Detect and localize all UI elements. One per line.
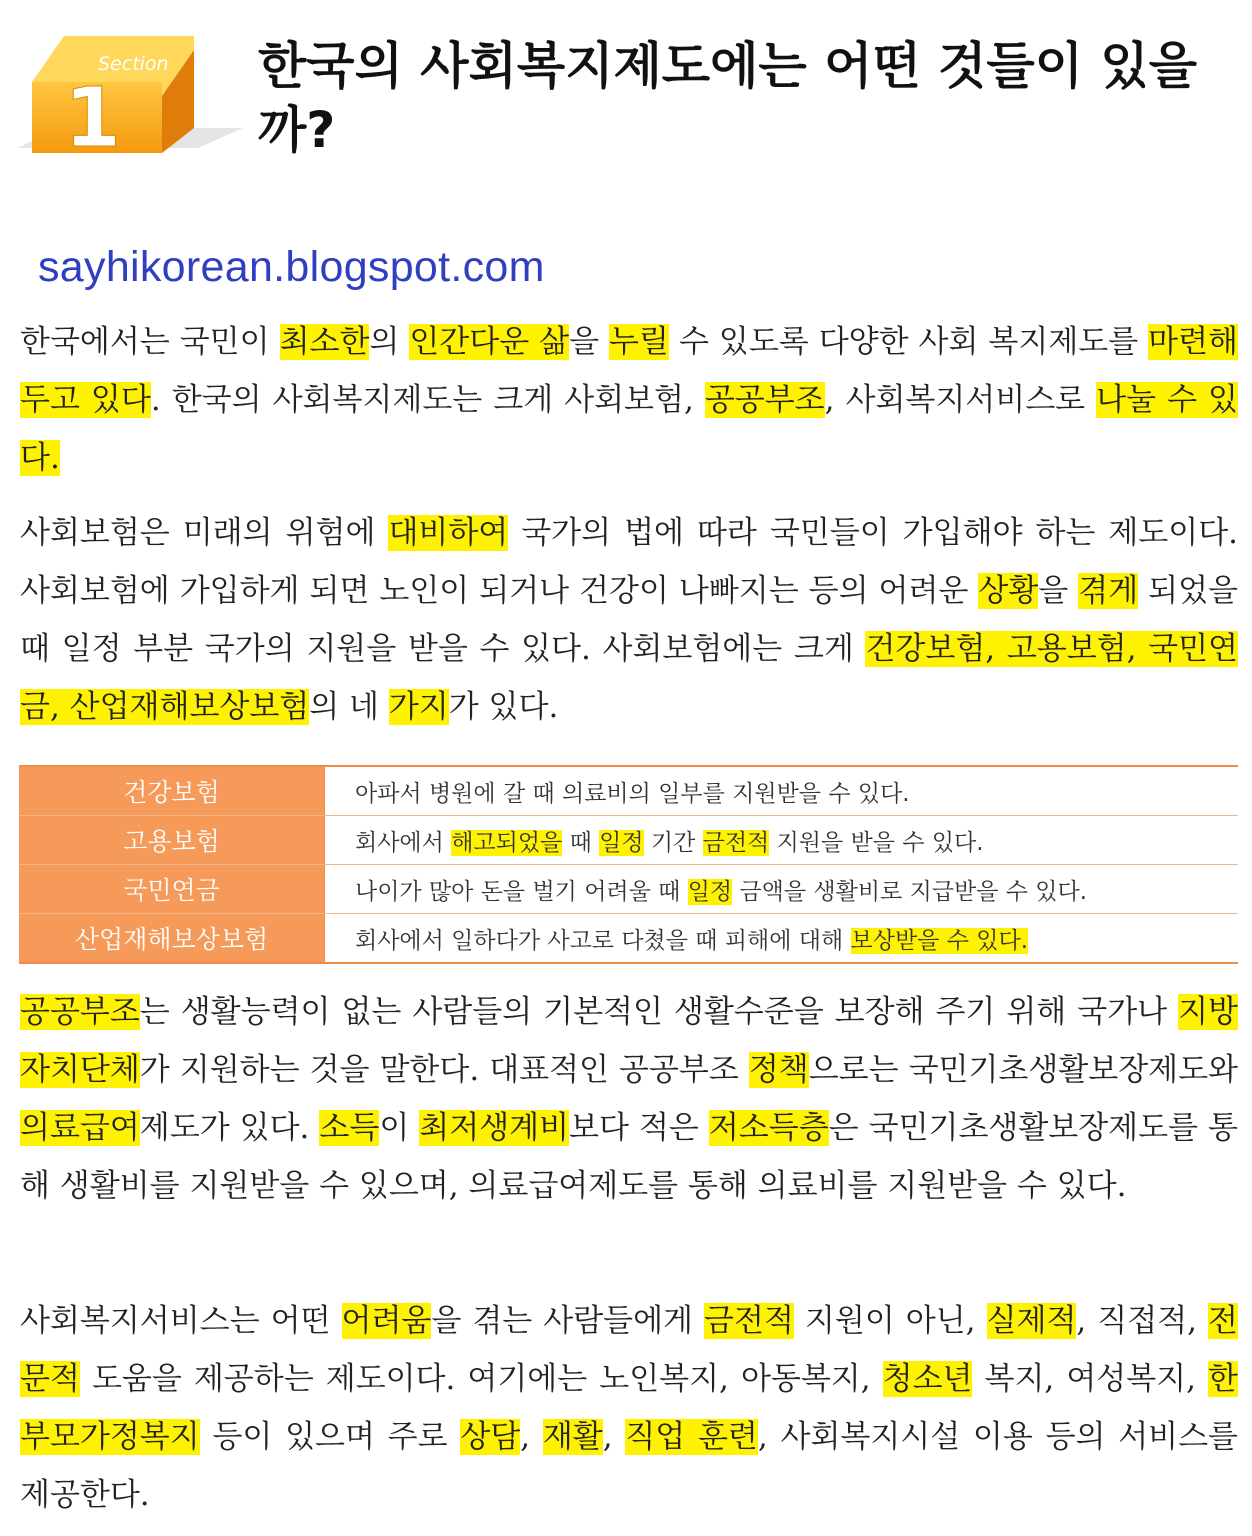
highlighted-text: 일정 (687, 878, 733, 905)
body-text: 지원을 받을 수 있다. (769, 829, 984, 856)
insurance-description (325, 766, 1239, 816)
table-row (19, 914, 1238, 964)
paragraph-intro (20, 313, 1238, 487)
body-text: 복지, 여성복지, (972, 1361, 1209, 1397)
insurance-name: 고용보험 (19, 816, 325, 865)
body-text: 등이 있으며 주로 (199, 1419, 461, 1455)
body-text: 제도가 있다. (139, 1110, 320, 1146)
highlighted-text: 저소득층 (708, 1110, 829, 1146)
highlighted-text: 최저생계비 (419, 1110, 570, 1146)
body-text: 때 (562, 829, 600, 856)
insurance-description (325, 914, 1239, 964)
body-text: , (602, 1419, 626, 1455)
highlighted-text: 청소년 (882, 1361, 973, 1397)
body-text: 회사에서 일하다가 사고로 다쳤을 때 피해에 대해 (355, 927, 851, 954)
highlighted-text: 금전적 (704, 1303, 794, 1339)
source-url: sayhikorean.blogspot.com (38, 243, 545, 291)
body-text: 회사에서 (355, 829, 452, 856)
body-text: 이 (379, 1110, 420, 1146)
highlighted-text: 누릴 (609, 324, 669, 360)
body-text: 수 있도록 다양한 사회 복지제도를 (668, 324, 1149, 360)
body-text: , 직접적, (1076, 1303, 1209, 1339)
highlighted-text: 정책 (748, 1052, 809, 1088)
body-text: , 사회복지서비스로 (824, 382, 1097, 418)
body-text: 을 (569, 324, 610, 360)
insurance-table (19, 765, 1238, 964)
highlighted-text: 금전적 (702, 829, 770, 856)
highlighted-text: 겪게 (1078, 573, 1139, 609)
highlighted-text: 공공부조 (20, 994, 140, 1030)
highlighted-text: 공공부조 (704, 382, 825, 418)
body-text: 나이가 많아 돈을 벌기 어려울 때 (355, 878, 688, 905)
insurance-description (325, 816, 1239, 865)
body-text: 을 (1038, 573, 1079, 609)
table-row (19, 766, 1238, 816)
insurance-name: 건강보험 (19, 766, 325, 816)
highlighted-text: 의료급여 (20, 1110, 140, 1146)
highlighted-text: 직업 훈련 (625, 1419, 758, 1455)
paragraph-social-insurance (20, 504, 1238, 736)
insurance-description (325, 865, 1239, 914)
body-text: 사회보험은 미래의 위험에 (20, 515, 389, 551)
highlighted-text: 재활 (542, 1419, 603, 1455)
highlighted-text: 인간다운 삶 (409, 324, 570, 360)
paragraph-public-assistance (20, 983, 1238, 1215)
highlighted-text: 소득 (319, 1110, 380, 1146)
body-text: 아파서 병원에 갈 때 의료비의 일부를 지원받을 수 있다. (355, 780, 910, 807)
body-text: 가 지원하는 것을 말한다. 대표적인 공공부조 (139, 1052, 749, 1088)
highlighted-text: 보상받을 수 있다. (850, 927, 1029, 954)
highlighted-text: 한부모가정복지 (20, 1361, 1238, 1455)
highlighted-text: 건강보험, 고용보험, 국민연금, 산업재해보상보험 (20, 631, 1238, 725)
highlighted-text: 어려움 (341, 1303, 432, 1339)
page-title: 한국의 사회복지제도에는 어떤 것들이 있을까? (258, 37, 1198, 159)
body-text: 보다 적은 (569, 1110, 709, 1146)
body-text: 가 있다. (448, 689, 559, 725)
body-text: , 사회복지시설 이용 등의 서비스를 제공한다. (20, 1419, 1238, 1513)
body-text: 으로는 국민기초생활보장제도와 (808, 1052, 1238, 1088)
body-text: 지원이 아닌, (793, 1303, 987, 1339)
section-badge (18, 28, 248, 178)
body-text: 국가의 법에 따라 국민들이 가입해야 하는 제도이다. 사회보험에 가입하게 되면 노인이 되거나 건강이 나빠지는 등의 어려운 (20, 515, 1239, 609)
insurance-name: 산업재해보상보험 (19, 914, 325, 964)
body-text: 기간 (643, 829, 703, 856)
highlighted-text: 전문적 (20, 1303, 1238, 1397)
body-text: 한국에서는 국민이 (20, 324, 280, 360)
highlighted-text: 일정 (599, 829, 644, 856)
highlighted-text: 마련해 두고 있다 (20, 324, 1238, 418)
body-text: 금액을 생활비로 지급받을 수 있다. (732, 878, 1088, 905)
table-row (19, 865, 1238, 914)
insurance-name: 국민연금 (19, 865, 325, 914)
body-text: 은 국민기초생활보장제도를 통해 생활비를 지원받을 수 있으며, 의료급여제도를 통해 의료비를 지원받을 수 있다. (20, 1110, 1238, 1204)
highlighted-text: 최소한 (279, 324, 370, 360)
highlighted-text: 가지 (388, 689, 449, 725)
body-text: 을 겪는 사람들에게 (431, 1303, 705, 1339)
highlighted-text: 대비하여 (388, 515, 509, 551)
body-text: 사회복지서비스는 어떤 (20, 1303, 342, 1339)
highlighted-text: 상황 (978, 573, 1039, 609)
highlighted-text: 나눌 수 있다. (20, 382, 1238, 476)
section-number: 1 (64, 71, 122, 166)
body-text: . 한국의 사회복지제도는 크게 사회보험, (150, 382, 705, 418)
table-row (19, 816, 1238, 865)
body-text: 는 생활능력이 없는 사람들의 기본적인 생활수준을 보장해 주기 위해 국가나 (139, 994, 1179, 1030)
paragraph-social-services (20, 1292, 1238, 1524)
section-label: Section (98, 53, 169, 75)
body-text: , (520, 1419, 543, 1455)
body-text: 의 (369, 324, 410, 360)
body-text: 의 네 (309, 689, 389, 725)
highlighted-text: 해고되었을 (451, 829, 563, 856)
highlighted-text: 상담 (460, 1419, 521, 1455)
body-text: 도움을 제공하는 제도이다. 여기에는 노인복지, 아동복지, (79, 1361, 883, 1397)
highlighted-text: 지방자치단체 (20, 994, 1238, 1088)
highlighted-text: 실제적 (986, 1303, 1077, 1339)
body-text: 되었을 때 일정 부분 국가의 지원을 받을 수 있다. 사회보험에는 크게 (20, 573, 1238, 667)
